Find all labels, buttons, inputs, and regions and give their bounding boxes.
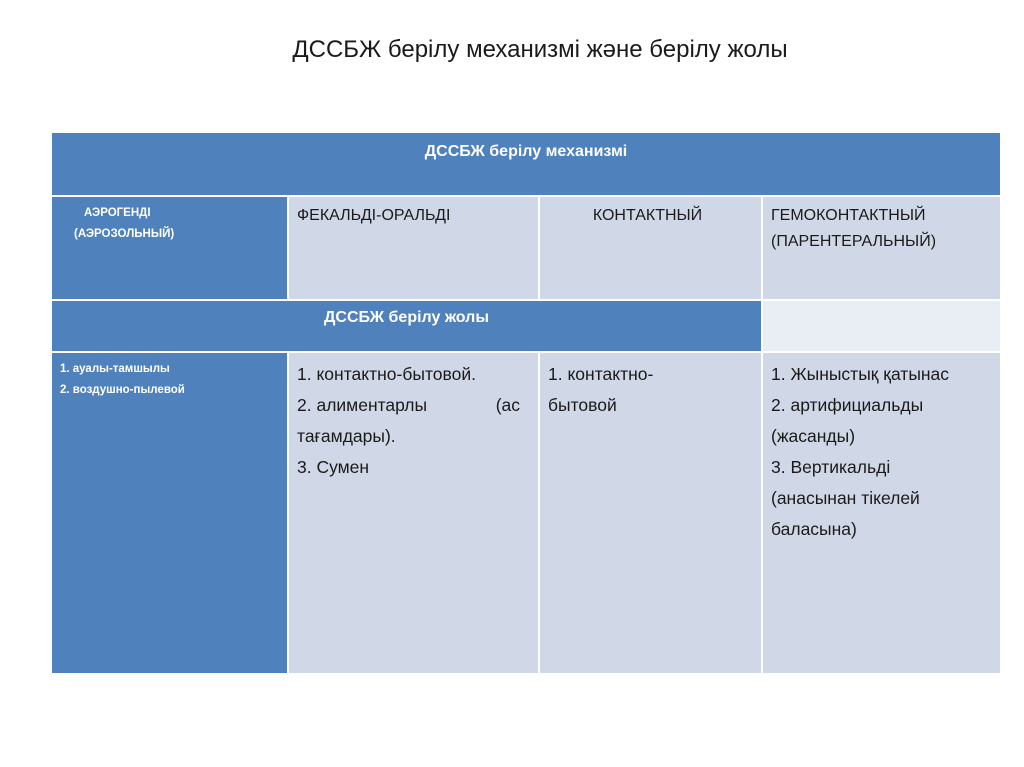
mechanism-aerogenic-label: АЭРОГЕНДІ [84, 207, 151, 219]
transmission-table [50, 131, 1000, 675]
route-fecal-oral-item: тағамдары). [297, 426, 396, 446]
route-fecal-oral-text: 2. алиментарлы [297, 395, 428, 415]
route-contact-item: бытовой [548, 395, 617, 415]
mechanism-header: ДССБЖ берілу механизмі [51, 132, 1001, 196]
route-contact-item: 1. контактно- [548, 364, 654, 384]
mechanism-aerogenic-cell [51, 196, 288, 300]
route-header-empty-cell [762, 300, 1001, 352]
route-aerogenic-cell [51, 352, 288, 674]
route-header: ДССБЖ берілу жолы [51, 300, 762, 352]
route-hemocontact-item: баласына) [771, 519, 857, 539]
route-hemocontact-item: 2. артифициальды [771, 395, 924, 415]
route-fecal-oral-item [297, 390, 530, 421]
route-fecal-oral-item: 1. контактно-бытовой. [297, 364, 476, 384]
route-aerogenic-item: 1. ауалы-тамшылы [60, 363, 170, 375]
mechanism-hemocontact-label: ГЕМОКОНТАКТНЫЙ [771, 207, 926, 224]
mechanism-aerogenic-sublabel: (АЭРОЗОЛЬНЫЙ) [74, 228, 175, 240]
route-aerogenic-item: 2. воздушно-пылевой [60, 384, 185, 396]
route-fecal-oral-cell [288, 352, 539, 674]
route-hemocontact-item: 3. Вертикальді [771, 457, 891, 477]
mechanism-hemocontact-sublabel: (ПАРЕНТЕРАЛЬНЫЙ) [771, 233, 937, 250]
mechanism-fecal-oral-label: ФЕКАЛЬДІ-ОРАЛЬДІ [297, 207, 451, 224]
route-hemocontact-cell [762, 352, 1001, 674]
slide-title: ДССБЖ берілу механизмі және берілу жолы [292, 36, 788, 63]
route-hemocontact-item: 1. Жыныстық қатынас [771, 364, 950, 384]
mechanism-fecal-oral-cell [288, 196, 539, 300]
route-hemocontact-item: (анасынан тікелей [771, 488, 920, 508]
route-hemocontact-item: (жасанды) [771, 426, 856, 446]
route-fecal-oral-text: (ас [495, 395, 520, 415]
mechanism-hemocontact-cell [762, 196, 1001, 300]
mechanism-contact-label: КОНТАКТНЫЙ [592, 207, 703, 224]
mechanism-contact-cell [539, 196, 762, 300]
route-contact-cell [539, 352, 762, 674]
route-fecal-oral-item: 3. Сумен [297, 457, 370, 477]
